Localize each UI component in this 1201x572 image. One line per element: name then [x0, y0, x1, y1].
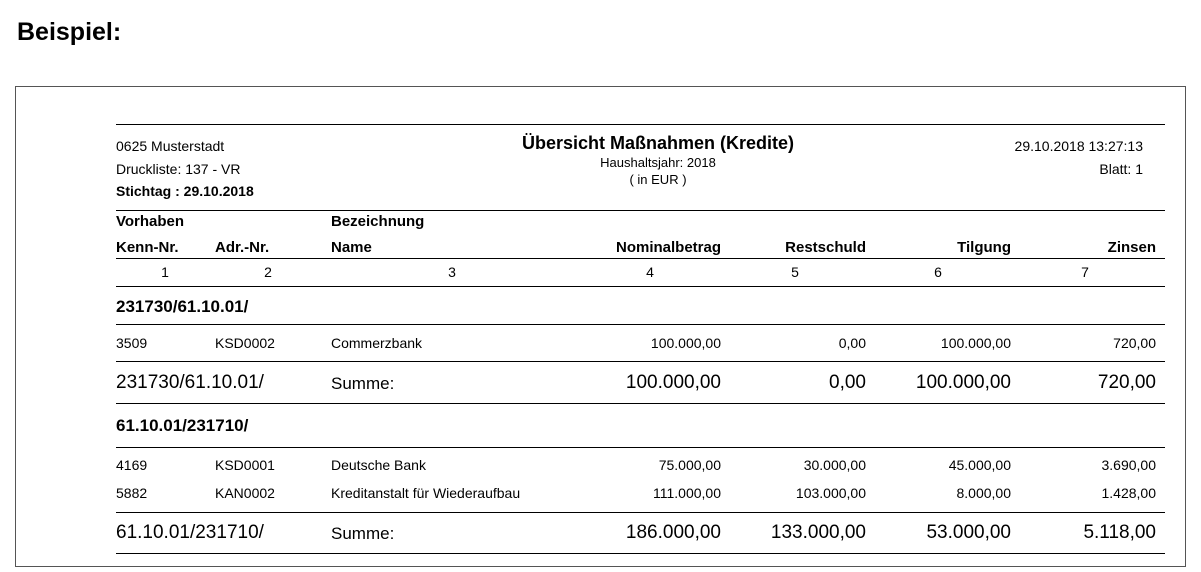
sum-zinsen: 5.118,00	[1083, 522, 1156, 543]
sum-restschuld: 0,00	[829, 372, 866, 393]
cell-restschuld: 0,00	[838, 335, 866, 351]
cell-nominalbetrag: 75.000,00	[658, 457, 721, 473]
report-druckliste: Druckliste: 137 - VR	[116, 161, 241, 177]
cell-adr-nr: KSD0002	[215, 335, 275, 351]
col-adr-nr: Adr.-Nr.	[215, 239, 270, 256]
sum-nominalbetrag: 186.000,00	[625, 522, 721, 543]
col-name: Name	[331, 239, 372, 256]
top-rule	[116, 124, 1165, 125]
sum-label: 231730/61.10.01/	[116, 372, 264, 393]
cell-zinsen: 720,00	[1113, 335, 1156, 351]
cell-nominalbetrag: 100.000,00	[650, 335, 721, 351]
cell-kenn-nr: 4169	[116, 457, 148, 473]
col-tilgung: Tilgung	[957, 239, 1011, 256]
col-zinsen: Zinsen	[1107, 239, 1156, 256]
col-number-3: 3	[448, 264, 456, 280]
cell-name: Deutsche Bank	[331, 457, 426, 473]
header-bottom-rule	[116, 286, 1165, 287]
cell-tilgung: 45.000,00	[948, 457, 1011, 473]
report-currency: ( in EUR )	[629, 172, 687, 187]
cell-kenn-nr: 3509	[116, 335, 148, 351]
report-location: 0625 Musterstadt	[116, 138, 225, 154]
report-haushaltsjahr: Haushaltsjahr: 2018	[600, 155, 716, 170]
col-kenn-nr: Kenn-Nr.	[116, 239, 179, 256]
cell-restschuld: 103.000,00	[795, 485, 866, 501]
sum-tilgung: 100.000,00	[915, 372, 1011, 393]
col-bezeichnung: Bezeichnung	[331, 213, 425, 230]
cell-tilgung: 100.000,00	[940, 335, 1011, 351]
sum-rule	[116, 361, 1165, 362]
sum-zinsen: 720,00	[1097, 372, 1156, 393]
group-end-rule	[116, 403, 1165, 404]
cell-zinsen: 3.690,00	[1101, 457, 1156, 473]
col-restschuld: Restschuld	[785, 239, 866, 256]
report-title: Übersicht Maßnahmen (Kredite)	[521, 133, 795, 153]
cell-name: Commerzbank	[331, 335, 423, 351]
cell-restschuld: 30.000,00	[803, 457, 866, 473]
group-rule	[116, 324, 1165, 325]
col-number-4: 4	[646, 264, 654, 280]
report-stichtag: Stichtag : 29.10.2018	[116, 183, 254, 199]
header-sub-rule	[116, 258, 1165, 259]
col-number-6: 6	[934, 264, 942, 280]
sum-nominalbetrag: 100.000,00	[625, 372, 721, 393]
report-datetime: 29.10.2018 13:27:13	[1014, 138, 1143, 154]
col-number-5: 5	[791, 264, 799, 280]
col-number-7: 7	[1081, 264, 1089, 280]
cell-adr-nr: KSD0001	[215, 457, 275, 473]
group-end-rule	[116, 553, 1165, 554]
col-nominalbetrag: Nominalbetrag	[615, 239, 721, 256]
sum-tilgung: 53.000,00	[926, 522, 1011, 543]
cell-adr-nr: KAN0002	[215, 485, 275, 501]
sum-label: 61.10.01/231710/	[116, 522, 264, 543]
report-blatt: Blatt: 1	[1099, 161, 1143, 177]
group-title: 231730/61.10.01/	[116, 297, 249, 316]
cell-nominalbetrag: 111.000,00	[653, 485, 721, 501]
col-vorhaben: Vorhaben	[116, 213, 185, 230]
col-number-1: 1	[161, 264, 169, 280]
sum-restschuld: 133.000,00	[770, 522, 866, 543]
cell-zinsen: 1.428,00	[1101, 485, 1156, 501]
cell-tilgung: 8.000,00	[956, 485, 1011, 501]
group-rule	[116, 447, 1165, 448]
header-rule	[116, 210, 1165, 211]
cell-name: Kreditanstalt für Wiederaufbau	[331, 485, 521, 501]
sum-rule	[116, 512, 1165, 513]
group-title: 61.10.01/231710/	[116, 416, 249, 435]
page-heading: Beispiel:	[17, 18, 122, 46]
sum-summe-label: Summe:	[331, 374, 395, 393]
col-number-2: 2	[264, 264, 272, 280]
cell-kenn-nr: 5882	[116, 485, 148, 501]
sum-summe-label: Summe:	[331, 524, 395, 543]
